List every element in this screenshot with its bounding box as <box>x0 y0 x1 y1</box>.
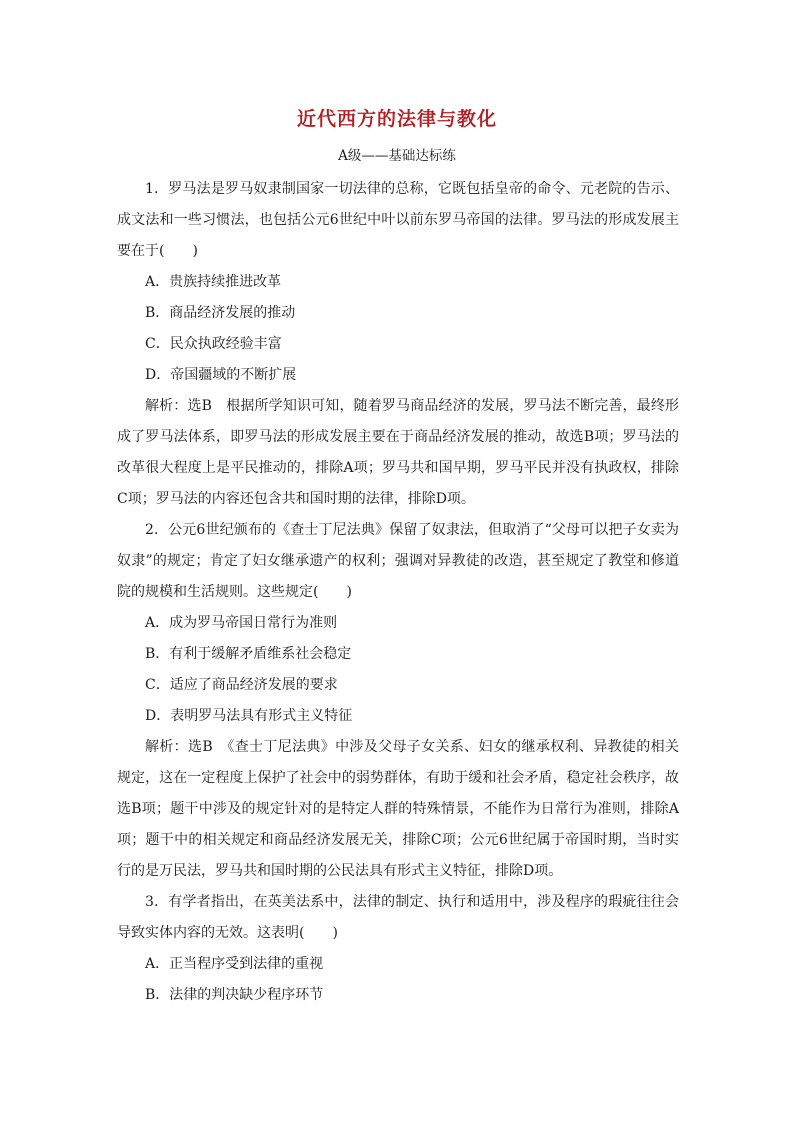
question-1-option-d: D．帝国疆域的不断扩展 <box>145 367 297 383</box>
question-3-option-a: A．正当程序受到法律的重视 <box>145 956 324 972</box>
question-1-analysis: 解析：选B 根据所学知识可知，随着罗马商品经济的发展，罗马法不断完善，最终形成了罗马法体系，即罗马法的形成发展主要在于商品经济发展的推动，故选B项；罗马法的改革很大程度上是平民推动的，排除A项；罗马共和国早期，罗马平民并没有执政权，排除C项；罗马法的内容还包含共和国时期的法律，排除D项。 <box>117 398 679 507</box>
question-1-option-a: A．贵族持续推进改革 <box>145 274 282 290</box>
question-1-stem: 1．罗马法是罗马奴隶制国家一切法律的总称，它既包括皇帝的命令、元老院的告示、成文法和一些习惯法，也包括公元6世纪中叶以前东罗马帝国的法律。罗马法的形成发展主要在于( ) <box>117 181 679 259</box>
document-title: 近代西方的法律与教化 <box>296 108 497 130</box>
question-1-option-c: C．民众执政经验丰富 <box>145 336 282 352</box>
section-subtitle: A级——基础达标练 <box>338 148 456 164</box>
question-2-option-b: B．有利于缓解矛盾维系社会稳定 <box>145 646 352 662</box>
question-2-option-c: C．适应了商品经济发展的要求 <box>145 677 338 693</box>
question-2-stem: 2．公元6世纪颁布的《查士丁尼法典》保留了奴隶法，但取消了“父母可以把子女卖为奴隶”的规定；肯定了妇女继承遗产的权利；强调对异教徒的改造，甚至规定了教堂和修道院的规模和生活规则。这些规定( ) <box>117 522 679 600</box>
document-body <box>117 174 679 1011</box>
question-2-analysis: 解析：选B 《查士丁尼法典》中涉及父母子女关系、妇女的继承权利、异教徒的相关规定，这在一定程度上保护了社会中的弱势群体，有助于缓和社会矛盾，稳定社会秩序，故选B项；题干中涉及的规定针对的是特定人群的特殊情景，不能作为日常行为准则，排除A项；题干中的相关规定和商品经济发展无关，排除C项；公元6世纪属于帝国时期，当时实行的是万民法，罗马共和国时期的公民法具有形式主义特征，排除D项。 <box>117 739 679 879</box>
question-1-option-b: B．商品经济发展的推动 <box>145 305 296 321</box>
question-3-stem: 3．有学者指出，在英美法系中，法律的制定、执行和适用中，涉及程序的瑕疵往往会导致实体内容的无效。这表明( ) <box>117 894 679 941</box>
question-3-option-b: B．法律的判决缺少程序环节 <box>145 987 324 1003</box>
question-2-option-a: A．成为罗马帝国日常行为准则 <box>145 615 338 631</box>
question-2-option-d: D．表明罗马法具有形式主义特征 <box>145 708 353 724</box>
